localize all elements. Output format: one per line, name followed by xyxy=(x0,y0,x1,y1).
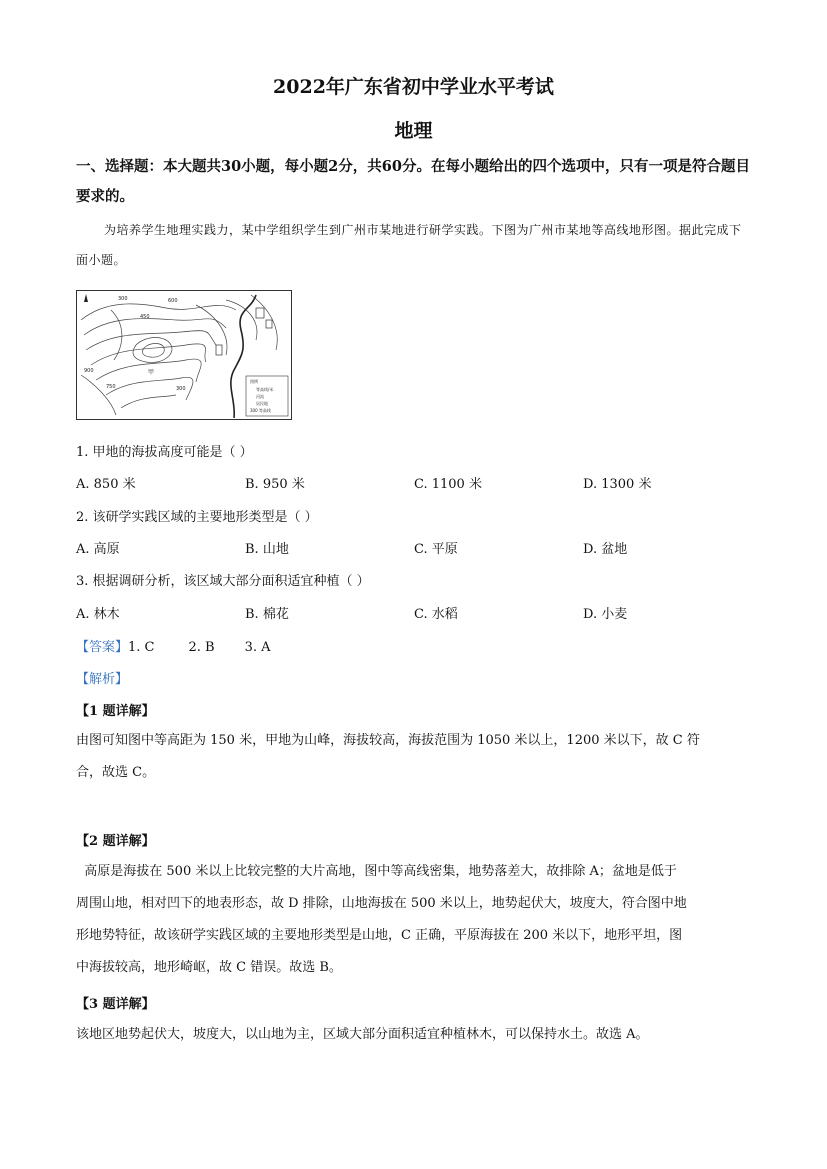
legend-item: 河流 xyxy=(256,394,264,399)
answer-label: 【答案】 xyxy=(76,640,129,655)
option-c[interactable]: C. 水稻 xyxy=(414,607,458,622)
option-a[interactable]: A. 高原 xyxy=(76,542,120,557)
question-3: 3. 根据调研分析，该区域大部分面积适宜种植（ ） xyxy=(76,574,370,589)
option-a[interactable]: A. 850 米 xyxy=(76,477,136,492)
answer-item: 3. A xyxy=(244,640,271,655)
option-d[interactable]: D. 盆地 xyxy=(583,542,628,557)
answer-item: 1. C xyxy=(128,640,155,655)
detail-3-heading: 【3 题详解】 xyxy=(76,997,155,1012)
exam-title: 2022年广东省初中学业水平考试 xyxy=(273,76,554,98)
option-b[interactable]: B. 950 米 xyxy=(245,477,305,492)
legend-item: 居民地 xyxy=(256,401,268,406)
detail-2-body xyxy=(76,856,756,984)
map-label: 450 xyxy=(140,314,150,320)
option-c[interactable]: C. 1100 米 xyxy=(414,477,482,492)
option-d[interactable]: D. 小麦 xyxy=(583,607,628,622)
detail-1-body xyxy=(76,725,756,789)
detail-line: 高原是海拔在 500 米以上比较完整的大片高地，图中等高线密集，地势落差大，故排除 A；盆地是低于 xyxy=(76,864,677,879)
question-2: 2. 该研学实践区域的主要地形类型是（ ） xyxy=(76,510,318,525)
legend-item: 等高线/米 xyxy=(256,387,274,392)
option-d[interactable]: D. 1300 米 xyxy=(583,477,652,492)
question-1: 1. 甲地的海拔高度可能是（ ） xyxy=(76,445,253,460)
detail-line: 由图可知图中等高距为 150 米，甲地为山峰，海拔较高，海拔范围为 1050 米以上，1200 米以下，故 C 符 xyxy=(76,733,700,748)
map-label: 750 xyxy=(106,384,116,390)
option-b[interactable]: B. 棉花 xyxy=(245,607,289,622)
detail-3-body xyxy=(76,1019,756,1051)
analysis-label: 【解析】 xyxy=(76,672,129,687)
detail-2-heading: 【2 题详解】 xyxy=(76,834,155,849)
map-legend xyxy=(246,376,288,416)
option-b[interactable]: B. 山地 xyxy=(245,542,289,557)
answer-line xyxy=(76,636,271,655)
map-label: 600 xyxy=(168,298,178,304)
map-label: 900 xyxy=(84,368,94,374)
map-label: 300 xyxy=(118,296,128,302)
detail-1-heading: 【1 题详解】 xyxy=(76,704,155,719)
detail-line: 中海拔较高，地形崎岖，故 C 错误。故选 B。 xyxy=(76,960,342,975)
section-heading: 一、选择题：本大题共30小题，每小题2分，共60分。在每小题给出的四个选项中，只有一项是符合题目要求的。 xyxy=(76,158,750,205)
detail-line: 周围山地，相对凹下的地表形态，故 D 排除，山地海拔在 500 米以上，地势起伏大，坡度大，符合图中地 xyxy=(76,896,687,911)
legend-title: 图例 xyxy=(250,379,258,384)
intro-paragraph: 为培养学生地理实践力，某中学组织学生到广州市某地进行研学实践。下图为广州市某地等高线地形图。据此完成下面小题。 xyxy=(76,223,742,267)
detail-line: 该地区地势起伏大，坡度大，以山地为主，区域大部分面积适宜种植林木，可以保持水土。故选 A。 xyxy=(76,1027,649,1042)
legend-item: 300 等高线 xyxy=(250,408,271,413)
detail-line: 形地势特征，故该研学实践区域的主要地形类型是山地，C 正确，平原海拔在 200 米以下，地形平坦，图 xyxy=(76,928,683,943)
map-label: 300 xyxy=(176,386,186,392)
detail-line: 合，故选 C。 xyxy=(76,765,156,780)
map-label-jia: 甲 xyxy=(148,369,155,376)
option-a[interactable]: A. 林木 xyxy=(76,607,120,622)
subject-title: 地理 xyxy=(394,120,433,142)
option-c[interactable]: C. 平原 xyxy=(414,542,458,557)
contour-map xyxy=(76,290,292,420)
answer-item: 2. B xyxy=(188,640,215,655)
